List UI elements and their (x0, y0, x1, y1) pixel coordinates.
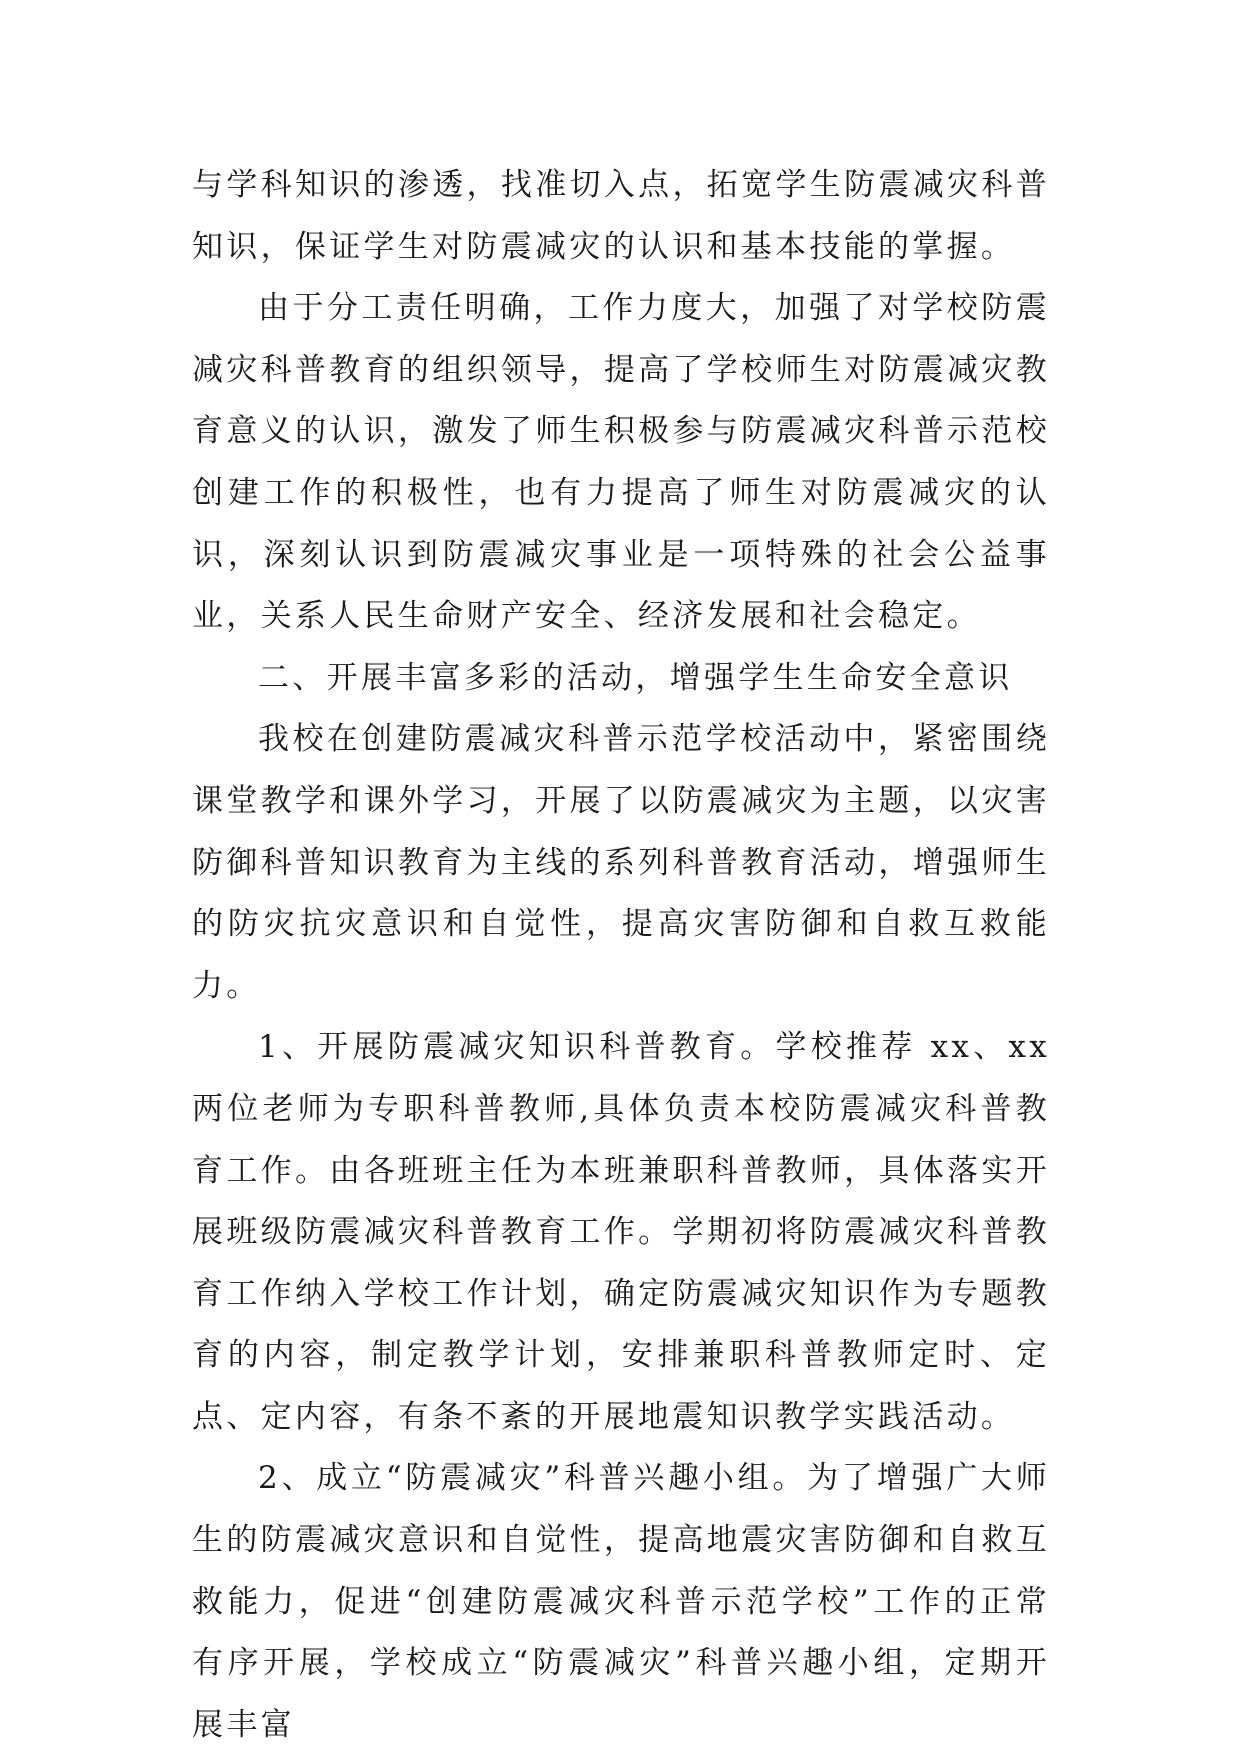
paragraph-4: 1、开展防震减灾知识科普教育。学校推荐 xx、xx 两位老师为专职科普教师,具体负责本校防震减灾科普教育工作。由各班班主任为本班兼职科普教师，具体落实开展班级防震减灾科普教育工作。学期初将防震减灾科普教育工作纳入学校工作计划，确定防震减灾知识作为专题教育的内容，制定教学计划，安排兼职科普教师定时、定点、定内容，有条不紊的开展地震知识教学实践活动。 (192, 1029, 1050, 1435)
section-heading-2: 二、开展丰富多彩的活动，增强学生生命安全意识 (258, 659, 1013, 696)
paragraph-1: 与学科知识的渗透，找准切入点，拓宽学生防震减灾科普知识，保证学生对防震减灾的认识和基本技能的掌握。 (192, 167, 1050, 265)
paragraph-2: 由于分工责任明确，工作力度大，加强了对学校防震减灾科普教育的组织领导，提高了学校师生对防震减灾教育意义的认识，激发了师生积极参与防震减灾科普示范校创建工作的积极性，也有力提高了师生对防震减灾的认识，深刻认识到防震减灾事业是一项特殊的社会公益事业，关系人民生命财产安全、经济发展和社会稳定。 (192, 290, 1050, 635)
document-body (192, 155, 1050, 1756)
paragraph-5: 2、成立“防震减灾”科普兴趣小组。为了增强广大师生的防震减灾意识和自觉性，提高地震灾害防御和自救互救能力，促进“创建防震减灾科普示范学校”工作的正常有序开展，学校成立“防震减灾”科普兴趣小组，定期开展丰富 (192, 1460, 1050, 1743)
paragraph-3: 我校在创建防震减灾科普示范学校活动中，紧密围绕课堂教学和课外学习，开展了以防震减灾为主题，以灾害防御科普知识教育为主线的系列科普教育活动，增强师生的防灾抗灾意识和自觉性，提高灾害防御和自救互救能力。 (192, 721, 1050, 1004)
